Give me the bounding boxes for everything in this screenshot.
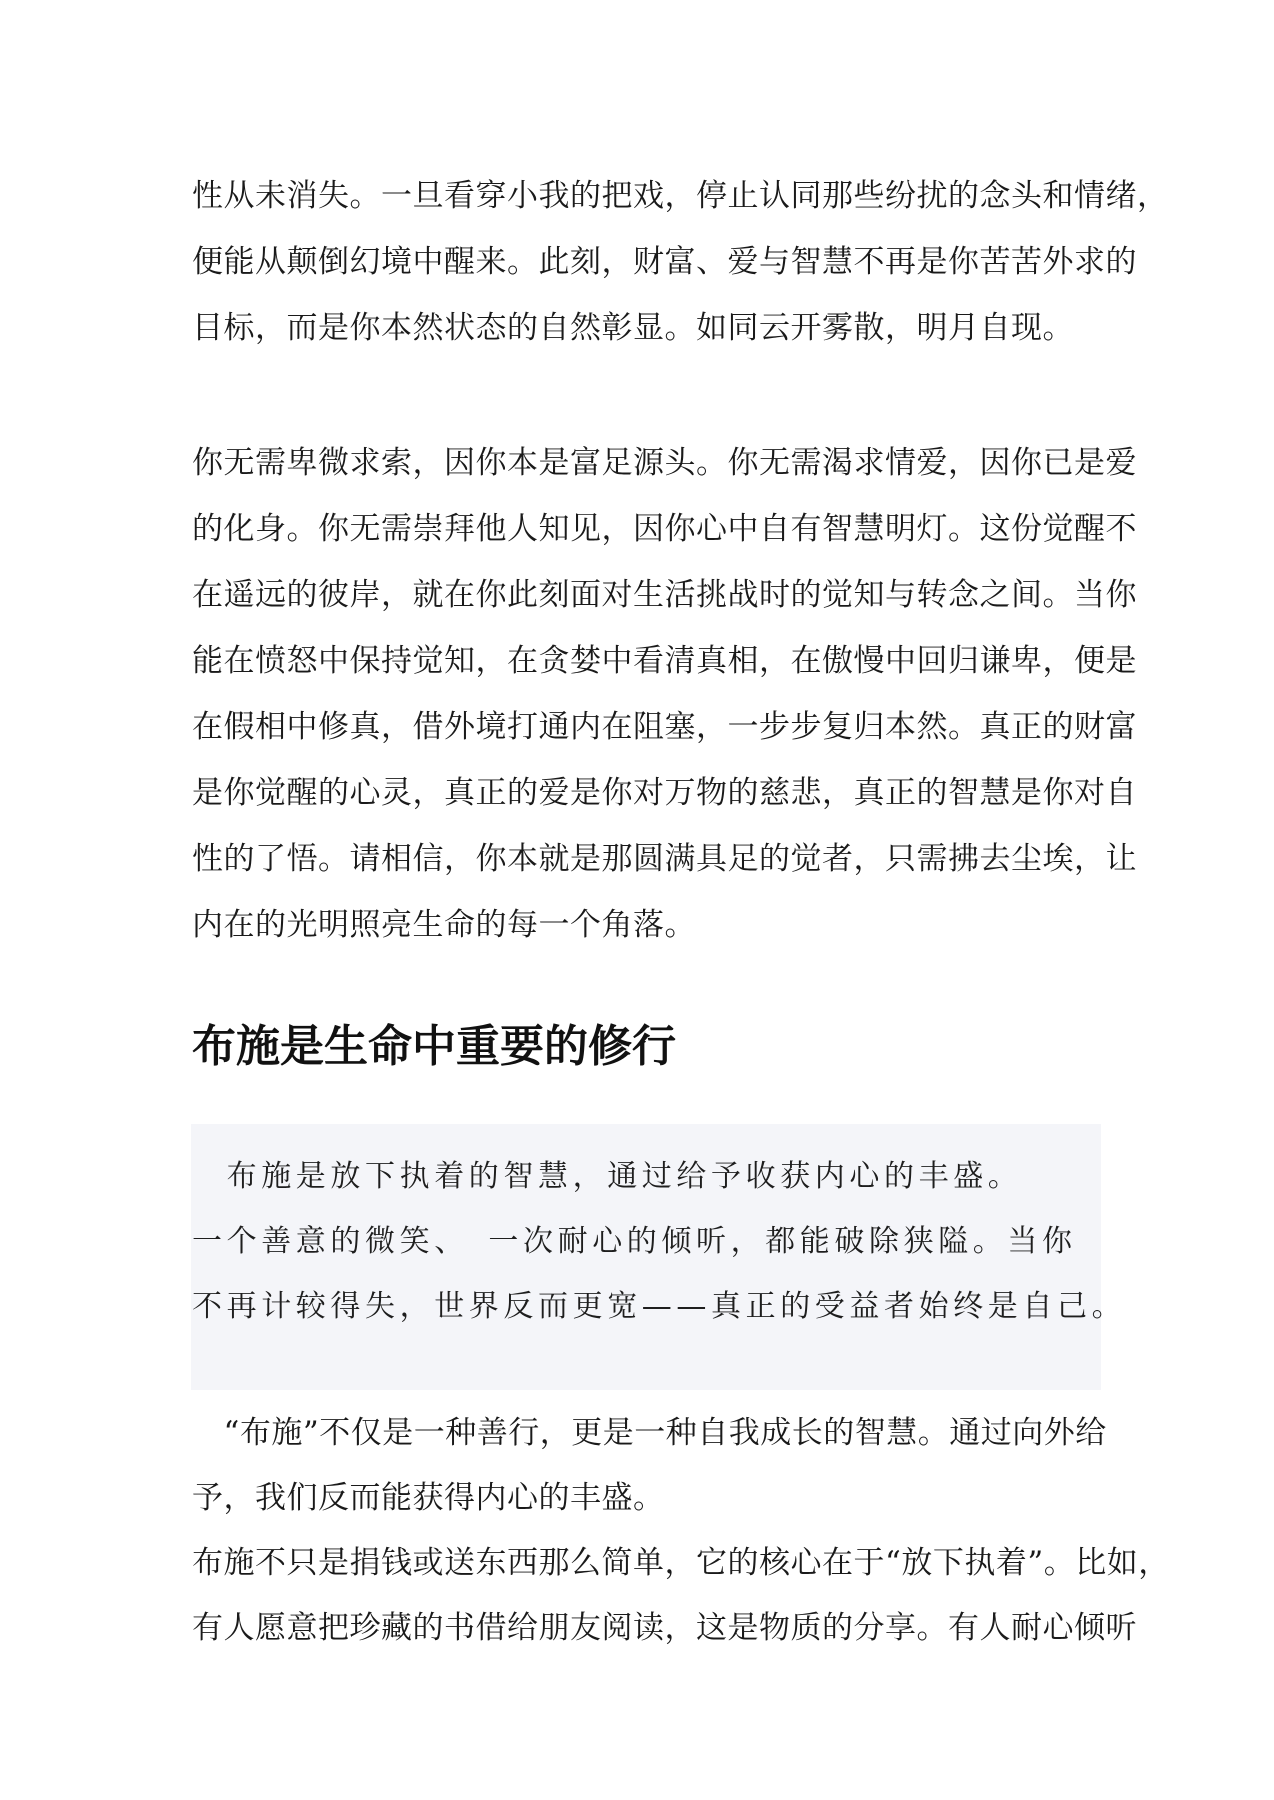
paragraph-2-line-5: 在假相中修真，借外境打通内在阻塞，一步步复归本然。真正的财富 bbox=[192, 709, 1137, 745]
quote-line-1: 布施是放下执着的智慧，通过给予收获内心的丰盛。 bbox=[192, 1159, 1023, 1194]
body-line-2: 予，我们反而能获得内心的丰盛。 bbox=[192, 1480, 665, 1516]
paragraph-2-line-1: 你无需卑微求索，因你本是富足源头。你无需渴求情爱，因你已是爱 bbox=[192, 445, 1137, 481]
body-line-4: 有人愿意把珍藏的书借给朋友阅读，这是物质的分享。有人耐心倾听 bbox=[192, 1610, 1137, 1646]
paragraph-1-line-2: 便能从颠倒幻境中醒来。此刻，财富、爱与智慧不再是你苦苦外求的 bbox=[192, 244, 1137, 280]
paragraph-2-line-2: 的化身。你无需崇拜他人知见，因你心中自有智慧明灯。这份觉醒不 bbox=[192, 511, 1137, 547]
quote-line-3: 不再计较得失，世界反而更宽——真正的受益者始终是自己。 bbox=[192, 1289, 1127, 1324]
paragraph-2-line-4: 能在愤怒中保持觉知，在贪婪中看清真相，在傲慢中回归谦卑，便是 bbox=[192, 643, 1137, 679]
paragraph-2-line-7: 性的了悟。请相信，你本就是那圆满具足的觉者，只需拂去尘埃，让 bbox=[192, 841, 1137, 877]
paragraph-1-line-3: 目标，而是你本然状态的自然彰显。如同云开雾散，明月自现。 bbox=[192, 310, 1074, 346]
paragraph-2-line-3: 在遥远的彼岸，就在你此刻面对生活挑战时的觉知与转念之间。当你 bbox=[192, 577, 1137, 613]
paragraph-2-line-8: 内在的光明照亮生命的每一个角落。 bbox=[192, 907, 696, 943]
section-heading: 布施是生命中重要的修行 bbox=[192, 1021, 676, 1072]
body-line-3: 布施不只是捐钱或送东西那么简单，它的核心在于“放下执着”。比如， bbox=[192, 1545, 1170, 1581]
quote-line-2: 一个善意的微笑、 一次耐心的倾听，都能破除狭隘。当你 bbox=[192, 1224, 1077, 1259]
body-line-1: “布施”不仅是一种善行，更是一种自我成长的智慧。通过向外给 bbox=[192, 1415, 1107, 1451]
paragraph-1-line-1: 性从未消失。一旦看穿小我的把戏，停止认同那些纷扰的念头和情绪， bbox=[192, 178, 1169, 214]
paragraph-2-line-6: 是你觉醒的心灵，真正的爱是你对万物的慈悲，真正的智慧是你对自 bbox=[192, 775, 1137, 811]
